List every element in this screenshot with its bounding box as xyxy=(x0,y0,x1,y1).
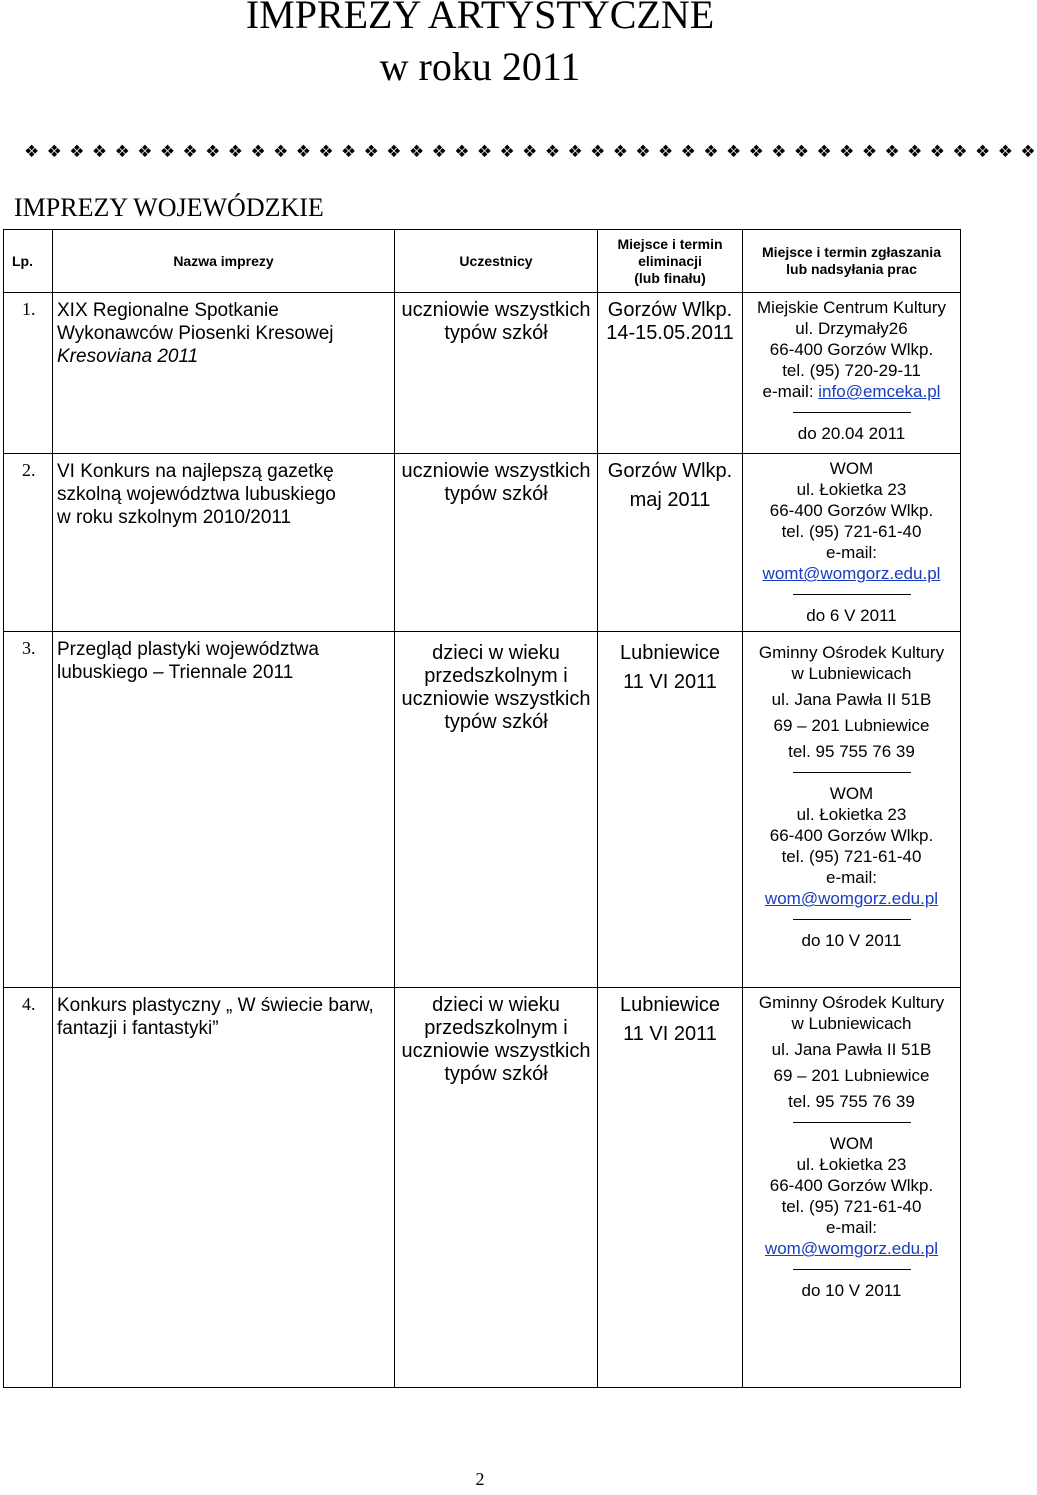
participants-line: uczniowie wszystkich xyxy=(401,460,591,482)
deadline: do 20.04 2011 xyxy=(797,424,906,443)
participants-line: dzieci w wieku xyxy=(432,642,560,664)
participants-line: dzieci w wieku xyxy=(432,994,560,1016)
contact-line: tel. (95) 721-61-40 xyxy=(781,847,922,866)
contact-email-line xyxy=(743,563,960,584)
contact-line: ul. Drzymały26 xyxy=(795,319,908,338)
event-place-line: Lubniewice xyxy=(619,642,721,664)
event-name-line: szkolną województwa lubuskiego xyxy=(57,484,336,505)
contact-line: 66-400 Gorzów Wlkp. xyxy=(769,501,934,520)
email-label: e-mail: xyxy=(762,382,819,401)
event-place-line: Lubniewice xyxy=(619,994,721,1016)
contact-line: tel. 95 755 76 39 xyxy=(788,742,915,761)
email-link[interactable]: womt@womgorz.edu.pl xyxy=(762,564,941,583)
deadline: do 10 V 2011 xyxy=(801,1281,902,1300)
event-name-line: VI Konkurs na najlepszą gazetkę xyxy=(57,461,334,482)
separator-line xyxy=(793,772,911,773)
contact-line: 66-400 Gorzów Wlkp. xyxy=(769,340,934,359)
event-name xyxy=(53,988,395,1388)
separator-line xyxy=(793,594,911,595)
contact-line: w Lubniewicach xyxy=(791,1014,912,1033)
contact-line: WOM xyxy=(829,1134,874,1153)
participants xyxy=(395,988,598,1388)
participants-line: przedszkolnym i xyxy=(424,1017,568,1039)
participants-line: typów szkół xyxy=(444,322,548,344)
event-place-line: maj 2011 xyxy=(629,489,711,511)
event-place-line: Gorzów Wlkp. xyxy=(607,460,733,482)
contact-info xyxy=(743,632,961,988)
participants-line: uczniowie wszystkich xyxy=(401,299,591,321)
event-name-line: fantazji i fantastyki” xyxy=(57,1018,219,1039)
contact-line: ul. Łokietka 23 xyxy=(796,1155,907,1174)
table-header-row xyxy=(4,230,961,293)
event-name xyxy=(53,454,395,632)
separator-line xyxy=(793,412,911,413)
header-lp: Lp. xyxy=(4,230,53,293)
contact-line: WOM xyxy=(829,459,874,478)
event-name xyxy=(53,632,395,988)
event-name-line: XIX Regionalne Spotkanie xyxy=(57,300,279,321)
event-name-line: Kresoviana 2011 xyxy=(57,346,199,367)
contact-info xyxy=(743,293,961,454)
contact-line: ul. Łokietka 23 xyxy=(796,805,907,824)
section-title: IMPREZY WOJEWÓDZKIE xyxy=(14,193,324,222)
document-subtitle: w roku 2011 xyxy=(379,44,581,89)
header-submit-line: lub nadsyłania prac xyxy=(786,261,917,277)
header-place-line: (lub finału) xyxy=(634,269,706,286)
participants xyxy=(395,293,598,454)
contact-line: ul. Łokietka 23 xyxy=(796,480,907,499)
contact-info xyxy=(743,988,961,1388)
row-lp: 4. xyxy=(4,988,53,1388)
separator-line xyxy=(793,919,911,920)
participants xyxy=(395,454,598,632)
header-submit xyxy=(743,230,961,293)
contact-line: 66-400 Gorzów Wlkp. xyxy=(769,826,934,845)
contact-line: w Lubniewicach xyxy=(791,664,912,683)
participants-line: uczniowie wszystkich xyxy=(401,1040,591,1062)
separator-line xyxy=(793,1122,911,1123)
document-title: IMPREZY ARTYSTYCZNE xyxy=(245,0,715,37)
table-row xyxy=(4,632,961,988)
deadline: do 6 V 2011 xyxy=(806,606,897,625)
events-table xyxy=(3,229,961,1388)
event-place-line: 14-15.05.2011 xyxy=(606,322,734,344)
contact-line: ul. Jana Pawła II 51B xyxy=(771,690,932,709)
header-place xyxy=(598,230,743,293)
event-place-line: 11 VI 2011 xyxy=(623,1023,717,1045)
email-link[interactable]: info@emceka.pl xyxy=(818,382,941,401)
header-name: Nazwa imprezy xyxy=(53,230,395,293)
contact-line: 69 – 201 Lubniewice xyxy=(773,1066,930,1085)
contact-line: tel. 95 755 76 39 xyxy=(788,1092,915,1111)
event-name-line: lubuskiego – Triennale 2011 xyxy=(57,662,294,683)
contact-email-line xyxy=(743,381,960,402)
event-place xyxy=(598,632,743,988)
table-row xyxy=(4,293,961,454)
contact-line: tel. (95) 721-61-40 xyxy=(781,522,922,541)
email-link[interactable]: wom@womgorz.edu.pl xyxy=(764,889,939,908)
contact-line: 69 – 201 Lubniewice xyxy=(773,716,930,735)
contact-info xyxy=(743,454,961,632)
participants-line: typów szkół xyxy=(444,1063,548,1085)
contact-line: WOM xyxy=(829,784,874,803)
event-name-line: Wykonawców Piosenki Kresowej xyxy=(57,323,334,344)
header-participants: Uczestnicy xyxy=(395,230,598,293)
row-lp: 3. xyxy=(4,632,53,988)
header-submit-line: Miejsce i termin zgłaszania xyxy=(762,244,941,260)
contact-line: tel. (95) 721-61-40 xyxy=(781,1197,922,1216)
contact-line: Gminny Ośrodek Kultury xyxy=(758,993,945,1012)
diamond-divider: ❖ ❖ ❖ ❖ ❖ ❖ ❖ ❖ ❖ ❖ ❖ ❖ ❖ ❖ ❖ ❖ ❖ ❖ ❖ ❖ ❖ ❖ ❖ ❖ ❖ ❖ ❖ ❖ ❖ ❖ ❖ ❖ ❖ ❖ ❖ ❖ ❖ ❖ ❖ ❖ ❖ ❖ ❖ ❖ ❖ xyxy=(24,142,1037,162)
row-lp: 2. xyxy=(4,454,53,632)
page-number: 2 xyxy=(475,1469,485,1489)
participants-line: typów szkół xyxy=(444,711,548,733)
contact-line: tel. (95) 720-29-11 xyxy=(782,361,921,380)
contact-line: ul. Jana Pawła II 51B xyxy=(771,1040,932,1059)
event-name-line: Konkurs plastyczny „ W świecie barw, xyxy=(57,995,374,1016)
contact-line: e-mail: xyxy=(825,868,877,887)
header-place-line: Miejsce i termin xyxy=(617,235,723,252)
contact-line: 66-400 Gorzów Wlkp. xyxy=(769,1176,934,1195)
separator-line xyxy=(793,1269,911,1270)
contact-email-line xyxy=(743,1238,960,1259)
event-place-line: Gorzów Wlkp. xyxy=(607,299,733,321)
row-lp: 1. xyxy=(4,293,53,454)
event-name-line: Przegląd plastyki województwa xyxy=(57,639,319,660)
contact-line: Miejskie Centrum Kultury xyxy=(757,298,946,317)
contact-line: e-mail: xyxy=(825,543,877,562)
contact-email-line xyxy=(743,888,960,909)
event-place xyxy=(598,293,743,454)
participants-line: uczniowie wszystkich xyxy=(401,688,591,710)
event-name xyxy=(53,293,395,454)
header-place-line: eliminacji xyxy=(638,252,702,269)
event-name-line: w roku szkolnym 2010/2011 xyxy=(57,507,292,528)
participants-line: przedszkolnym i xyxy=(424,665,568,687)
event-place xyxy=(598,988,743,1388)
email-link[interactable]: wom@womgorz.edu.pl xyxy=(764,1239,939,1258)
participants xyxy=(395,632,598,988)
table-row xyxy=(4,454,961,632)
table-row xyxy=(4,988,961,1388)
participants-line: typów szkół xyxy=(444,483,548,505)
deadline: do 10 V 2011 xyxy=(801,931,902,950)
contact-line: e-mail: xyxy=(825,1218,877,1237)
contact-line: Gminny Ośrodek Kultury xyxy=(758,643,945,662)
event-place xyxy=(598,454,743,632)
event-place-line: 11 VI 2011 xyxy=(623,671,717,693)
